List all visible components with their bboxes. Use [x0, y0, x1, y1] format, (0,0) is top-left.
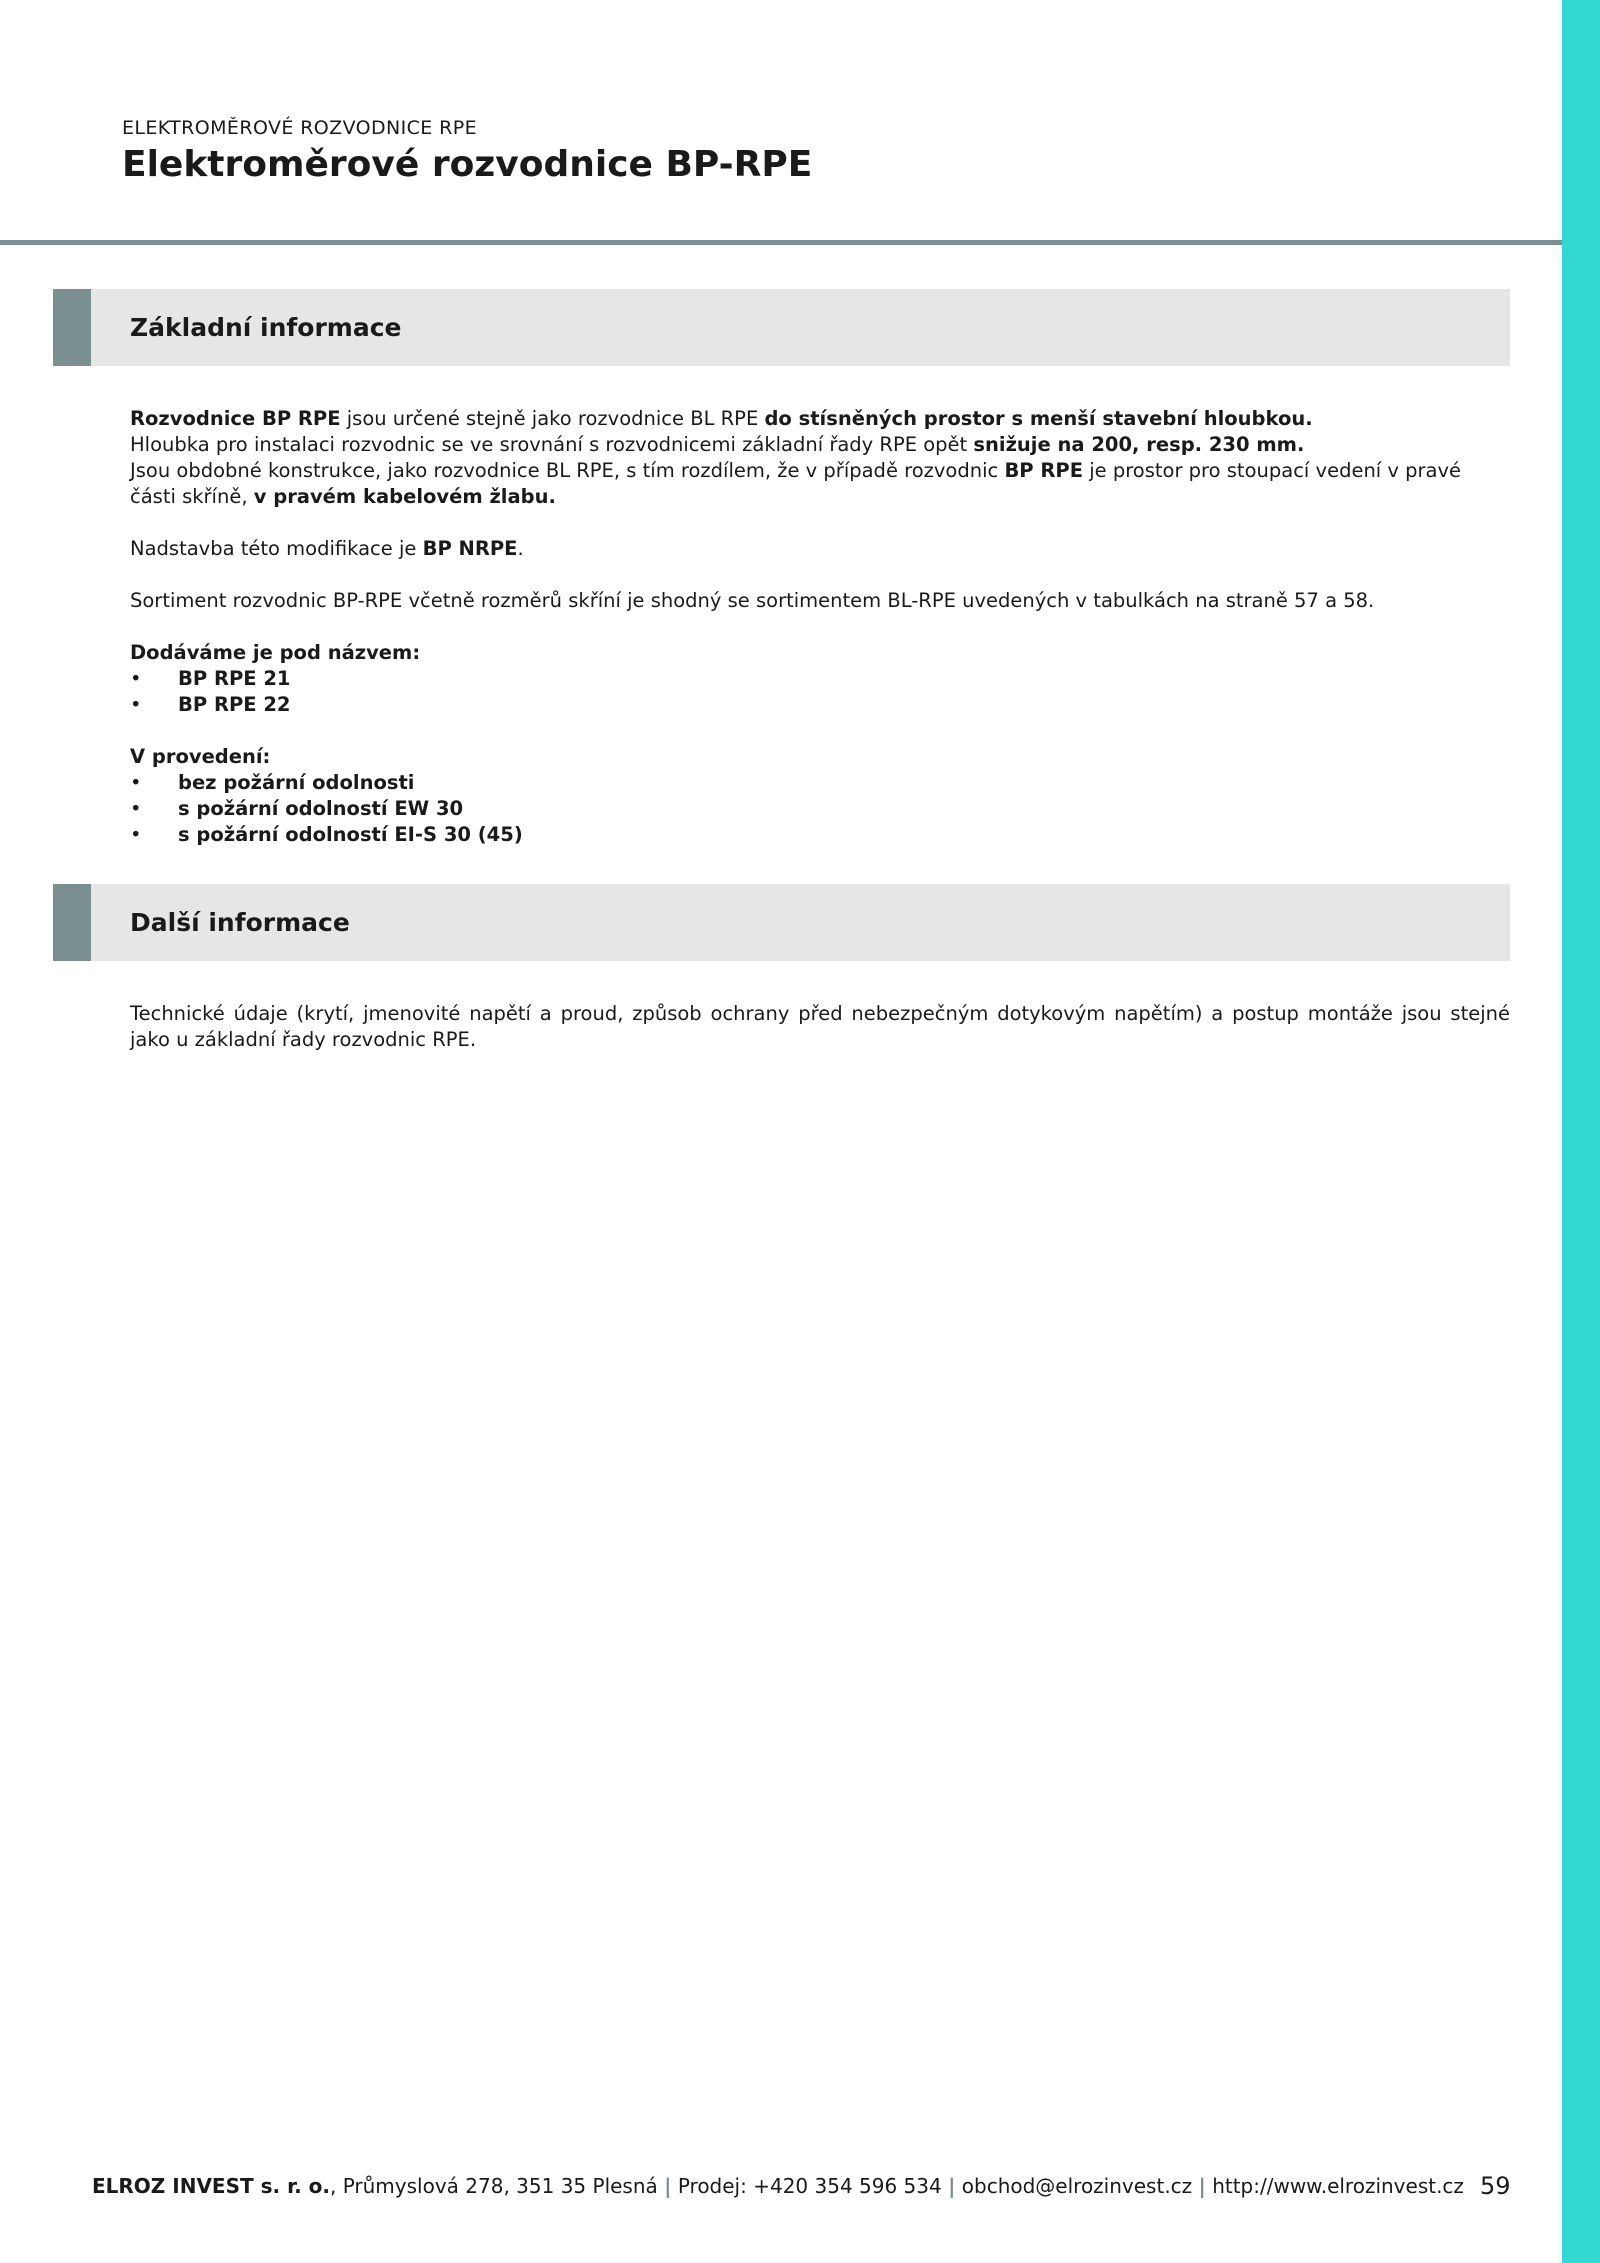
bold-text: do stísněných prostor s menší stavební hloubkou. — [764, 407, 1313, 430]
list-item: • bez požární odolnosti — [130, 770, 1510, 796]
text: Jsou obdobné konstrukce, jako rozvodnice BL RPE, s tím rozdílem, že v případě rozvodnic — [130, 459, 1005, 482]
supply-heading — [130, 640, 1510, 666]
sales-phone: Prodej: +420 354 596 534 — [671, 2174, 949, 2198]
variant-list — [130, 770, 1510, 848]
bold-text: snižuje na 200, resp. 230 mm. — [973, 433, 1305, 456]
section-heading: Základní informace — [130, 313, 402, 342]
text: Nadstavba této modifikace je — [130, 537, 423, 560]
separator: | — [1198, 2174, 1206, 2198]
bold-text: Dodáváme je pod názvem: — [130, 641, 421, 664]
section-header-basic-info — [53, 289, 1510, 366]
section-header-more-info — [53, 884, 1510, 961]
section-accent — [53, 289, 91, 366]
bold-text: v pravém kabelovém žlabu. — [253, 485, 556, 508]
basic-info-content — [130, 406, 1510, 848]
supply-list — [130, 666, 1510, 718]
header-divider — [0, 240, 1562, 245]
page-number: 59 — [1480, 2172, 1511, 2200]
address: , Průmyslová 278, 351 35 Plesná — [329, 2174, 665, 2198]
category-label: ELEKTROMĚROVÉ ROZVODNICE RPE — [122, 117, 478, 139]
website-link[interactable]: http://www.elrozinvest.cz — [1205, 2174, 1464, 2198]
email-link[interactable]: obchod@elrozinvest.cz — [955, 2174, 1199, 2198]
list-item: • s požární odolností EI-S 30 (45) — [130, 822, 1510, 848]
variant-heading — [130, 744, 1510, 770]
page-title: Elektroměrové rozvodnice BP-RPE — [122, 144, 813, 185]
list-item: • BP RPE 22 — [130, 692, 1510, 718]
separator: | — [948, 2174, 956, 2198]
section-accent — [53, 884, 91, 961]
bold-text: BP RPE — [1004, 459, 1084, 482]
section-heading: Další informace — [130, 908, 350, 937]
bold-text: BP NRPE — [422, 537, 518, 560]
separator: | — [664, 2174, 672, 2198]
side-accent-bar — [1562, 0, 1600, 2263]
text: je prostor pro stoupací vedení v pravé části skříně, — [130, 459, 1462, 508]
assortment-paragraph: Sortiment rozvodnic BP-RPE včetně rozměrů skříní je shodný se sortimentem BL-RPE uvedených v tabulkách na straně 57 a 58. — [130, 589, 1375, 612]
text: . — [517, 537, 524, 560]
text: Hloubka pro instalaci rozvodnic se ve srovnání s rozvodnicemi základní řady RPE opět — [130, 433, 974, 456]
extension-paragraph — [130, 536, 1510, 562]
list-item: • BP RPE 21 — [130, 666, 1510, 692]
bold-text: Rozvodnice BP RPE — [130, 407, 341, 430]
footer — [92, 2174, 1464, 2198]
text: jsou určené stejně jako rozvodnice BL RPE — [340, 407, 765, 430]
company-name: ELROZ INVEST s. r. o. — [92, 2174, 330, 2198]
list-item: • s požární odolností EW 30 — [130, 796, 1510, 822]
intro-paragraph — [130, 406, 1510, 510]
bold-text: V provedení: — [130, 745, 271, 768]
technical-paragraph: Technické údaje (krytí, jmenovité napětí a proud, způsob ochrany před nebezpečným dotykovým napětím) a postup montáže jsou stejné jako u základní řady rozvodnic RPE. — [130, 1002, 1510, 1051]
more-info-content — [130, 1001, 1510, 1053]
